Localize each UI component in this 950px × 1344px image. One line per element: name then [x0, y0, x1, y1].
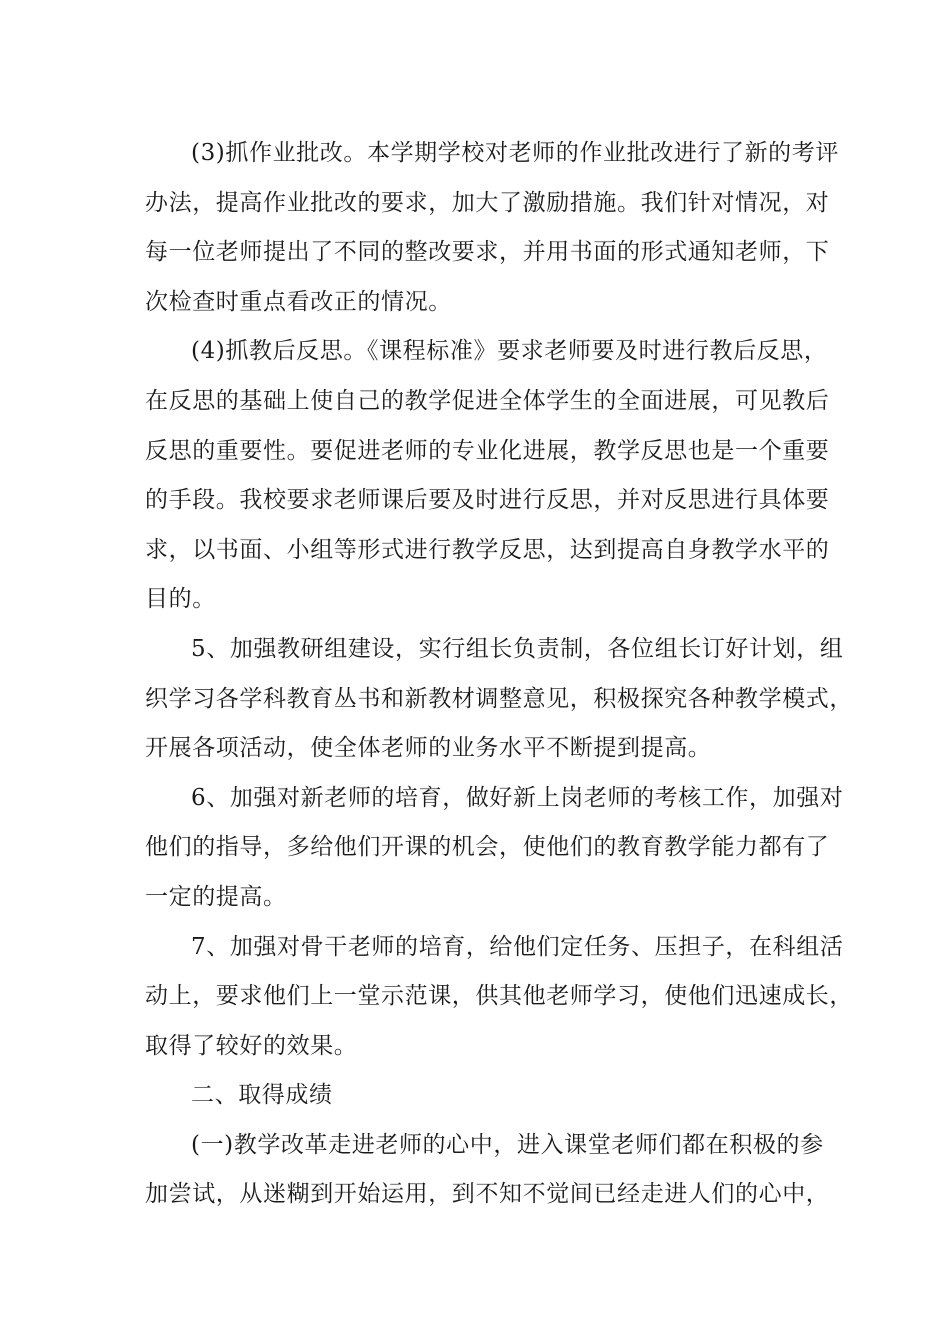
text-line: 在反思的基础上使自己的教学促进全体学生的全面进展，可见教后 [145, 387, 830, 414]
document-body [145, 129, 853, 1220]
text-line: 7、加强对骨干老师的培育，给他们定任务、压担子，在科组活 [191, 933, 844, 960]
text-line: 一定的提高。 [145, 883, 287, 910]
text-line: (4)抓教后反思。《课程标准》要求老师要及时进行教后反思， [191, 338, 828, 365]
text-line: 动上，要求他们上一堂示范课，供其他老师学习，使他们迅速成长， [145, 983, 853, 1010]
text-line: 目的。 [145, 586, 216, 613]
text-line: 取得了较好的效果。 [145, 1032, 358, 1059]
text-line: 求，以书面、小组等形式进行教学反思，达到提高自身教学水平的 [145, 536, 830, 563]
text-line: 5、加强教研组建设，实行组长负责制，各位组长订好计划，组 [191, 635, 844, 662]
text-line: 办法，提高作业批改的要求，加大了激励措施。我们针对情况，对 [145, 189, 830, 216]
text-line: (3)抓作业批改。本学期学校对老师的作业批改进行了新的考评 [191, 140, 839, 166]
text-line: 他们的指导，多给他们开课的机会，使他们的教育教学能力都有了 [145, 834, 830, 861]
text-line: 反思的重要性。要促进老师的专业化进展，教学反思也是一个重要 [145, 437, 830, 464]
text-line: 6、加强对新老师的培育，做好新上岗老师的考核工作，加强对 [191, 784, 844, 811]
text-line: 开展各项活动，使全体老师的业务水平不断提到提高。 [145, 735, 712, 762]
text-line: 加尝试，从迷糊到开始运用，到不知不觉间已经走进人们的心中， [145, 1181, 830, 1208]
text-line: 的手段。我校要求老师课后要及时进行反思，并对反思进行具体要 [145, 487, 830, 514]
text-line: 每一位老师提出了不同的整改要求，并用书面的形式通知老师，下 [145, 239, 830, 266]
text-line: 织学习各学科教育丛书和新教材调整意见，积极探究各种教学模式， [145, 685, 853, 712]
text-line: (一)教学改革走进老师的心中，进入课堂老师们都在积极的参 [191, 1131, 824, 1158]
text-line: 二、取得成绩 [191, 1082, 333, 1109]
text-line: 次检查时重点看改正的情况。 [145, 288, 452, 315]
